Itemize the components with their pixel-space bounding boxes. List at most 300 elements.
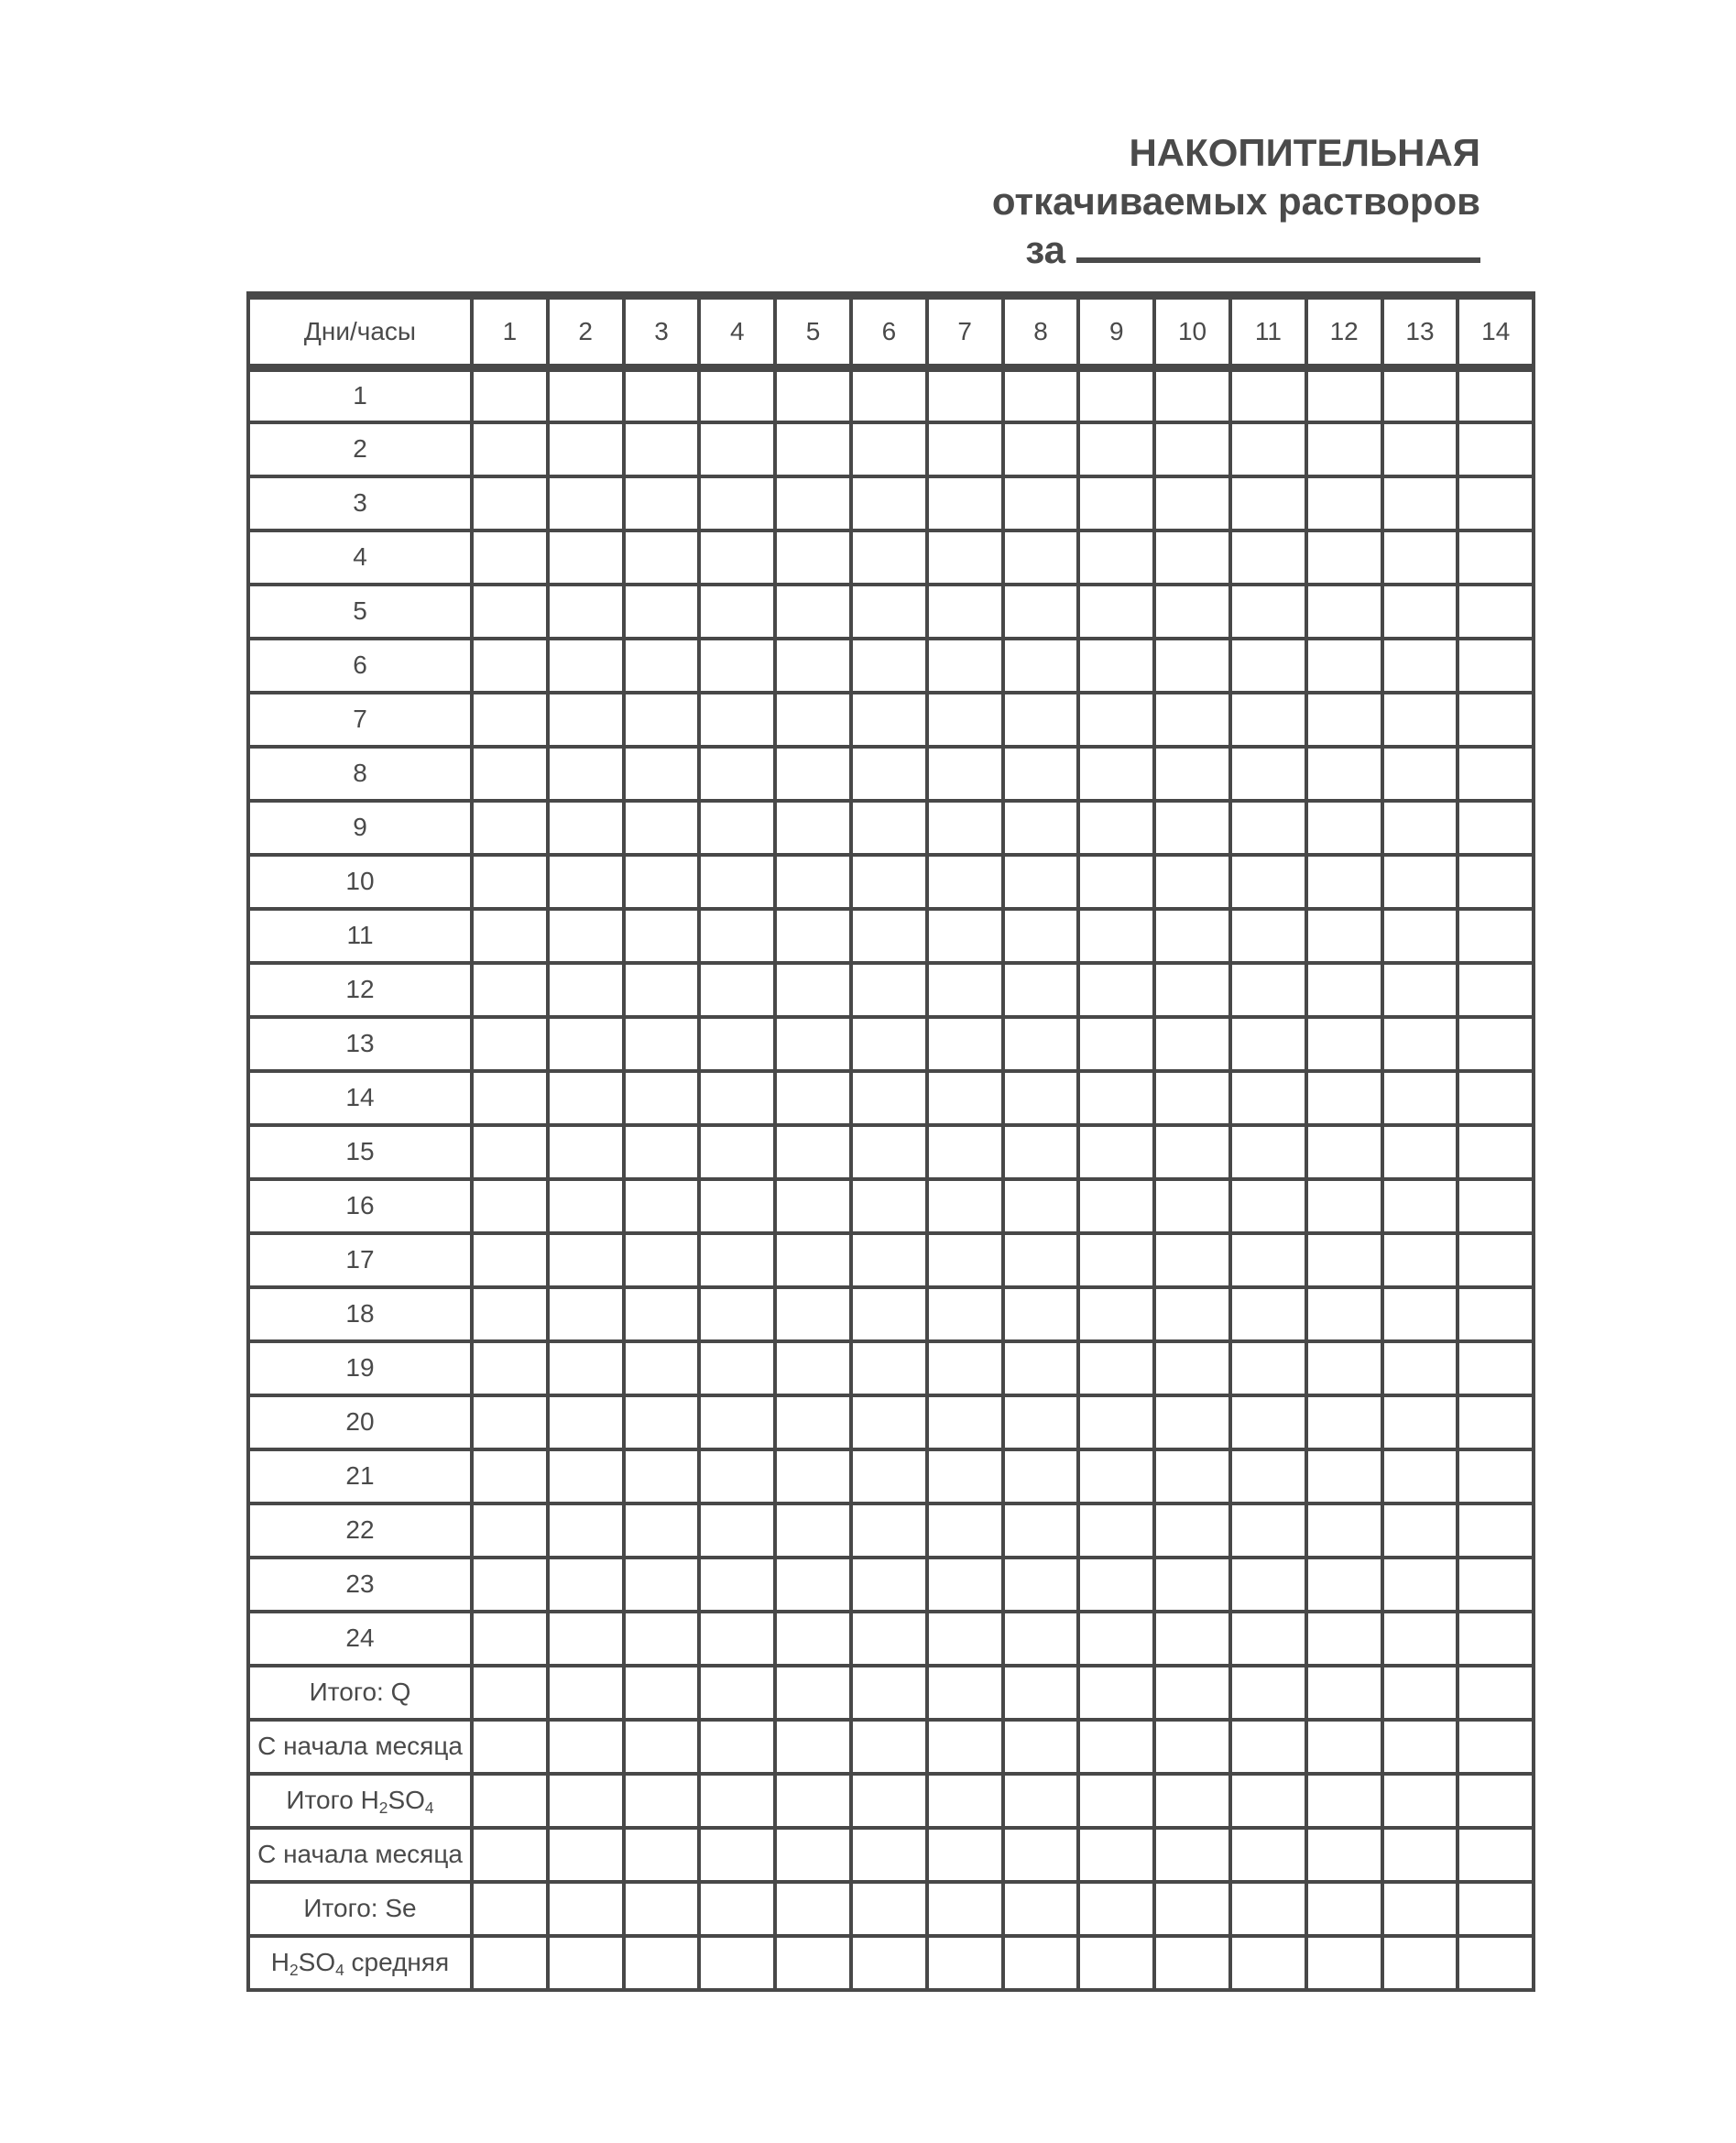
empty-data-cell <box>851 1449 927 1503</box>
empty-data-cell <box>1154 1233 1230 1287</box>
empty-data-cell <box>1003 585 1079 639</box>
empty-data-cell <box>927 585 1003 639</box>
hour-label: 6 <box>248 639 472 693</box>
empty-data-cell <box>927 476 1003 530</box>
hour-label: 21 <box>248 1449 472 1503</box>
empty-data-cell <box>1078 693 1154 747</box>
empty-data-cell <box>927 1449 1003 1503</box>
empty-data-cell <box>775 1774 851 1828</box>
empty-data-cell <box>624 1017 700 1071</box>
empty-data-cell <box>1306 693 1382 747</box>
empty-data-cell <box>775 1828 851 1882</box>
empty-data-cell <box>1382 1341 1458 1395</box>
label-text: Итого H <box>286 1786 379 1814</box>
empty-data-cell <box>1382 747 1458 801</box>
hour-label: 11 <box>248 909 472 963</box>
empty-data-cell <box>624 1071 700 1125</box>
summary-row-itogo-se <box>248 1882 1534 1936</box>
empty-data-cell <box>1154 530 1230 585</box>
empty-data-cell <box>472 368 548 422</box>
empty-data-cell <box>775 530 851 585</box>
hour-row <box>248 1449 1534 1503</box>
empty-data-cell <box>1458 1125 1534 1179</box>
empty-data-cell <box>699 801 775 855</box>
empty-data-cell <box>1458 368 1534 422</box>
empty-data-cell <box>1154 1341 1230 1395</box>
empty-data-cell <box>699 1612 775 1666</box>
empty-data-cell <box>548 1341 624 1395</box>
empty-data-cell <box>1306 1666 1382 1720</box>
empty-data-cell <box>699 476 775 530</box>
empty-data-cell <box>1078 1612 1154 1666</box>
empty-data-cell <box>1154 422 1230 476</box>
empty-data-cell <box>1306 1882 1382 1936</box>
empty-data-cell <box>1382 1233 1458 1287</box>
empty-data-cell <box>1382 1828 1458 1882</box>
title-block <box>992 128 1480 274</box>
empty-data-cell <box>624 963 700 1017</box>
empty-data-cell <box>1078 855 1154 909</box>
hour-label: 10 <box>248 855 472 909</box>
hour-label: 8 <box>248 747 472 801</box>
empty-data-cell <box>624 1341 700 1395</box>
empty-data-cell <box>927 1720 1003 1774</box>
hour-label: 13 <box>248 1017 472 1071</box>
empty-data-cell <box>1230 1017 1306 1071</box>
empty-data-cell <box>548 422 624 476</box>
empty-data-cell <box>1154 855 1230 909</box>
empty-data-cell <box>927 963 1003 1017</box>
empty-data-cell <box>1230 693 1306 747</box>
empty-data-cell <box>699 1179 775 1233</box>
empty-data-cell <box>472 422 548 476</box>
empty-data-cell <box>1382 1503 1458 1558</box>
empty-data-cell <box>1306 1179 1382 1233</box>
empty-data-cell <box>624 909 700 963</box>
day-column-header: 12 <box>1306 296 1382 368</box>
empty-data-cell <box>1078 1017 1154 1071</box>
hour-row <box>248 1071 1534 1125</box>
empty-data-cell <box>624 1503 700 1558</box>
empty-data-cell <box>1382 1287 1458 1341</box>
empty-data-cell <box>1078 476 1154 530</box>
empty-data-cell <box>472 1666 548 1720</box>
empty-data-cell <box>1078 1233 1154 1287</box>
table-header <box>248 296 1534 368</box>
day-column-header: 7 <box>927 296 1003 368</box>
empty-data-cell <box>1230 1666 1306 1720</box>
empty-data-cell <box>1230 1882 1306 1936</box>
empty-data-cell <box>927 1071 1003 1125</box>
empty-data-cell <box>1078 1558 1154 1612</box>
empty-data-cell <box>1003 1936 1079 1990</box>
empty-data-cell <box>851 1233 927 1287</box>
empty-data-cell <box>775 1882 851 1936</box>
empty-data-cell <box>775 639 851 693</box>
empty-data-cell <box>927 1395 1003 1449</box>
summary-tbody <box>248 1666 1534 1990</box>
empty-data-cell <box>927 530 1003 585</box>
empty-data-cell <box>1230 1774 1306 1828</box>
empty-data-cell <box>548 1774 624 1828</box>
empty-data-cell <box>775 693 851 747</box>
empty-data-cell <box>851 1828 927 1882</box>
empty-data-cell <box>472 639 548 693</box>
empty-data-cell <box>699 1017 775 1071</box>
empty-data-cell <box>775 1071 851 1125</box>
empty-data-cell <box>699 1882 775 1936</box>
empty-data-cell <box>1003 1882 1079 1936</box>
empty-data-cell <box>775 1936 851 1990</box>
empty-data-cell <box>1458 1341 1534 1395</box>
hour-label: 9 <box>248 801 472 855</box>
empty-data-cell <box>1458 1179 1534 1233</box>
empty-data-cell <box>1003 1449 1079 1503</box>
label-text: SO <box>388 1786 425 1814</box>
empty-data-cell <box>1382 1395 1458 1449</box>
empty-data-cell <box>472 1071 548 1125</box>
empty-data-cell <box>624 1449 700 1503</box>
empty-data-cell <box>548 1936 624 1990</box>
empty-data-cell <box>775 1017 851 1071</box>
hour-row <box>248 422 1534 476</box>
empty-data-cell <box>1003 476 1079 530</box>
empty-data-cell <box>1458 1233 1534 1287</box>
empty-data-cell <box>1458 963 1534 1017</box>
empty-data-cell <box>1382 476 1458 530</box>
period-prefix: за <box>1025 228 1065 271</box>
empty-data-cell <box>1154 1071 1230 1125</box>
empty-data-cell <box>699 1828 775 1882</box>
empty-data-cell <box>1382 1882 1458 1936</box>
empty-data-cell <box>548 1828 624 1882</box>
empty-data-cell <box>1382 585 1458 639</box>
empty-data-cell <box>1230 1287 1306 1341</box>
day-column-header: 6 <box>851 296 927 368</box>
empty-data-cell <box>699 1503 775 1558</box>
empty-data-cell <box>1003 855 1079 909</box>
hour-row <box>248 909 1534 963</box>
hour-label: 1 <box>248 368 472 422</box>
empty-data-cell <box>851 585 927 639</box>
empty-data-cell <box>1078 1882 1154 1936</box>
empty-data-cell <box>927 1774 1003 1828</box>
empty-data-cell <box>624 1125 700 1179</box>
empty-data-cell <box>1154 1503 1230 1558</box>
empty-data-cell <box>1154 963 1230 1017</box>
empty-data-cell <box>1458 422 1534 476</box>
empty-data-cell <box>1382 693 1458 747</box>
empty-data-cell <box>1230 1125 1306 1179</box>
hour-label: 24 <box>248 1612 472 1666</box>
empty-data-cell <box>624 1179 700 1233</box>
hour-label: 22 <box>248 1503 472 1558</box>
empty-data-cell <box>624 1395 700 1449</box>
empty-data-cell <box>851 639 927 693</box>
empty-data-cell <box>1458 1774 1534 1828</box>
summary-label-itogo-h2so4 <box>248 1774 472 1828</box>
empty-data-cell <box>1078 747 1154 801</box>
empty-data-cell <box>927 1017 1003 1071</box>
empty-data-cell <box>472 1449 548 1503</box>
summary-row-h2so4-average <box>248 1936 1534 1990</box>
empty-data-cell <box>1382 422 1458 476</box>
empty-data-cell <box>1306 1017 1382 1071</box>
empty-data-cell <box>851 1882 927 1936</box>
empty-data-cell <box>1003 801 1079 855</box>
empty-data-cell <box>1003 1503 1079 1558</box>
empty-data-cell <box>1230 1449 1306 1503</box>
empty-data-cell <box>699 1449 775 1503</box>
empty-data-cell <box>775 422 851 476</box>
empty-data-cell <box>472 1612 548 1666</box>
empty-data-cell <box>1078 963 1154 1017</box>
hour-label: 18 <box>248 1287 472 1341</box>
empty-data-cell <box>1306 422 1382 476</box>
empty-data-cell <box>775 1341 851 1395</box>
empty-data-cell <box>472 909 548 963</box>
empty-data-cell <box>1003 1233 1079 1287</box>
empty-data-cell <box>699 855 775 909</box>
day-column-header: 8 <box>1003 296 1079 368</box>
empty-data-cell <box>1230 530 1306 585</box>
empty-data-cell <box>624 585 700 639</box>
empty-data-cell <box>472 585 548 639</box>
empty-data-cell <box>1154 1017 1230 1071</box>
empty-data-cell <box>548 530 624 585</box>
empty-data-cell <box>1154 1774 1230 1828</box>
header-row <box>248 296 1534 368</box>
empty-data-cell <box>1458 530 1534 585</box>
empty-data-cell <box>1306 1720 1382 1774</box>
empty-data-cell <box>1154 1449 1230 1503</box>
empty-data-cell <box>624 1936 700 1990</box>
empty-data-cell <box>1458 747 1534 801</box>
empty-data-cell <box>1382 368 1458 422</box>
empty-data-cell <box>1230 1936 1306 1990</box>
hours-tbody <box>248 368 1534 1666</box>
empty-data-cell <box>699 639 775 693</box>
empty-data-cell <box>851 1125 927 1179</box>
empty-data-cell <box>1078 639 1154 693</box>
subscript: 4 <box>424 1798 434 1817</box>
empty-data-cell <box>699 1558 775 1612</box>
empty-data-cell <box>1078 801 1154 855</box>
empty-data-cell <box>548 1179 624 1233</box>
empty-data-cell <box>851 1936 927 1990</box>
label-text: средняя <box>344 1948 450 1976</box>
empty-data-cell <box>1382 1612 1458 1666</box>
empty-data-cell <box>1003 1720 1079 1774</box>
hour-row <box>248 639 1534 693</box>
empty-data-cell <box>1458 1287 1534 1341</box>
empty-data-cell <box>1003 1612 1079 1666</box>
empty-data-cell <box>1458 1558 1534 1612</box>
empty-data-cell <box>624 639 700 693</box>
empty-data-cell <box>1458 1828 1534 1882</box>
empty-data-cell <box>1003 1341 1079 1395</box>
empty-data-cell <box>851 1017 927 1071</box>
empty-data-cell <box>851 801 927 855</box>
empty-data-cell <box>699 1287 775 1341</box>
hour-row <box>248 476 1534 530</box>
hour-label: 20 <box>248 1395 472 1449</box>
empty-data-cell <box>1003 1828 1079 1882</box>
empty-data-cell <box>472 1341 548 1395</box>
empty-data-cell <box>548 585 624 639</box>
empty-data-cell <box>472 1882 548 1936</box>
empty-data-cell <box>472 1828 548 1882</box>
empty-data-cell <box>548 1395 624 1449</box>
hour-label: 16 <box>248 1179 472 1233</box>
empty-data-cell <box>1382 1558 1458 1612</box>
hour-label: 7 <box>248 693 472 747</box>
empty-data-cell <box>1154 1828 1230 1882</box>
empty-data-cell <box>548 1612 624 1666</box>
empty-data-cell <box>624 693 700 747</box>
empty-data-cell <box>1306 1233 1382 1287</box>
empty-data-cell <box>548 801 624 855</box>
hour-label: 2 <box>248 422 472 476</box>
hour-row <box>248 1612 1534 1666</box>
empty-data-cell <box>851 1071 927 1125</box>
empty-data-cell <box>624 1558 700 1612</box>
empty-data-cell <box>699 1720 775 1774</box>
empty-data-cell <box>1306 1828 1382 1882</box>
empty-data-cell <box>1154 1882 1230 1936</box>
empty-data-cell <box>851 909 927 963</box>
empty-data-cell <box>1458 1720 1534 1774</box>
empty-data-cell <box>624 1233 700 1287</box>
empty-data-cell <box>775 1720 851 1774</box>
empty-data-cell <box>851 1666 927 1720</box>
hour-row <box>248 801 1534 855</box>
empty-data-cell <box>851 963 927 1017</box>
empty-data-cell <box>699 1341 775 1395</box>
empty-data-cell <box>1154 747 1230 801</box>
hour-label: 3 <box>248 476 472 530</box>
empty-data-cell <box>927 1612 1003 1666</box>
empty-data-cell <box>1382 1936 1458 1990</box>
empty-data-cell <box>548 368 624 422</box>
empty-data-cell <box>472 1720 548 1774</box>
empty-data-cell <box>699 1936 775 1990</box>
label-text: H <box>270 1948 289 1976</box>
empty-data-cell <box>472 1125 548 1179</box>
empty-data-cell <box>1382 639 1458 693</box>
hour-row <box>248 530 1534 585</box>
empty-data-cell <box>927 1936 1003 1990</box>
empty-data-cell <box>548 963 624 1017</box>
empty-data-cell <box>1003 422 1079 476</box>
empty-data-cell <box>1458 1071 1534 1125</box>
empty-data-cell <box>1458 1882 1534 1936</box>
day-column-header: 9 <box>1078 296 1154 368</box>
empty-data-cell <box>472 1503 548 1558</box>
empty-data-cell <box>1306 963 1382 1017</box>
empty-data-cell <box>472 1936 548 1990</box>
empty-data-cell <box>775 1125 851 1179</box>
hour-label: 5 <box>248 585 472 639</box>
empty-data-cell <box>1078 1179 1154 1233</box>
empty-data-cell <box>1230 747 1306 801</box>
hour-label: 15 <box>248 1125 472 1179</box>
empty-data-cell <box>548 1017 624 1071</box>
empty-data-cell <box>472 1179 548 1233</box>
empty-data-cell <box>548 1666 624 1720</box>
empty-data-cell <box>1003 1395 1079 1449</box>
empty-data-cell <box>927 855 1003 909</box>
empty-data-cell <box>851 422 927 476</box>
form-title: НАКОПИТЕЛЬНАЯ <box>1129 131 1480 174</box>
empty-data-cell <box>927 1179 1003 1233</box>
empty-data-cell <box>927 1341 1003 1395</box>
empty-data-cell <box>1078 1395 1154 1449</box>
empty-data-cell <box>1306 1071 1382 1125</box>
empty-data-cell <box>1230 1179 1306 1233</box>
empty-data-cell <box>775 1179 851 1233</box>
empty-data-cell <box>1230 585 1306 639</box>
empty-data-cell <box>1306 530 1382 585</box>
empty-data-cell <box>1154 1666 1230 1720</box>
empty-data-cell <box>1154 639 1230 693</box>
hour-row <box>248 368 1534 422</box>
empty-data-cell <box>548 855 624 909</box>
empty-data-cell <box>927 1287 1003 1341</box>
empty-data-cell <box>472 855 548 909</box>
empty-data-cell <box>699 747 775 801</box>
empty-data-cell <box>1078 1936 1154 1990</box>
empty-data-cell <box>1154 1395 1230 1449</box>
hour-row <box>248 1503 1534 1558</box>
empty-data-cell <box>472 693 548 747</box>
empty-data-cell <box>1230 1395 1306 1449</box>
empty-data-cell <box>1230 476 1306 530</box>
day-column-header: 5 <box>775 296 851 368</box>
empty-data-cell <box>699 693 775 747</box>
empty-data-cell <box>699 1125 775 1179</box>
empty-data-cell <box>927 1666 1003 1720</box>
empty-data-cell <box>548 1558 624 1612</box>
empty-data-cell <box>472 1395 548 1449</box>
empty-data-cell <box>472 1233 548 1287</box>
empty-data-cell <box>1230 1341 1306 1395</box>
empty-data-cell <box>1306 909 1382 963</box>
empty-data-cell <box>927 801 1003 855</box>
empty-data-cell <box>1003 1179 1079 1233</box>
empty-data-cell <box>775 1666 851 1720</box>
empty-data-cell <box>699 1666 775 1720</box>
empty-data-cell <box>775 1395 851 1449</box>
empty-data-cell <box>1078 1341 1154 1395</box>
empty-data-cell <box>1154 1125 1230 1179</box>
empty-data-cell <box>624 1774 700 1828</box>
empty-data-cell <box>1078 1287 1154 1341</box>
summary-label-itogo-q: Итого: Q <box>248 1666 472 1720</box>
empty-data-cell <box>548 1503 624 1558</box>
hour-row <box>248 855 1534 909</box>
empty-data-cell <box>1154 368 1230 422</box>
day-column-header: 4 <box>699 296 775 368</box>
empty-data-cell <box>1078 1828 1154 1882</box>
empty-data-cell <box>1230 639 1306 693</box>
empty-data-cell <box>699 530 775 585</box>
empty-data-cell <box>927 909 1003 963</box>
subscript: 2 <box>378 1798 388 1817</box>
empty-data-cell <box>1458 1936 1534 1990</box>
empty-data-cell <box>851 530 927 585</box>
empty-data-cell <box>1458 1449 1534 1503</box>
